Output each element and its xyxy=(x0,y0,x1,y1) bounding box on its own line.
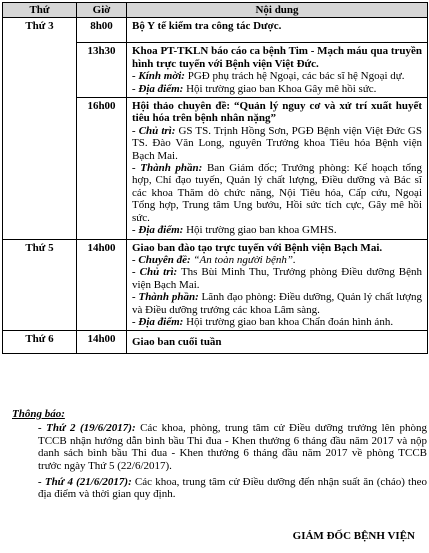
event-detail: - Chủ trì: GS TS. Trịnh Hồng Sơn, PGĐ Bệnh viện Việt Đức GS TS. Đào Văn Long, nguyên Trưởng khoa Tiêu hóa Bệnh viện Bạch Mai. xyxy=(132,124,422,162)
notice-heading: Thông báo: xyxy=(12,408,65,420)
time-cell: 8h00 xyxy=(77,18,127,43)
content-cell xyxy=(127,239,428,331)
event-detail: - Địa điểm: Hội trường giao ban khoa GMHS. xyxy=(132,224,337,237)
event-title: Bộ Y tế kiểm tra công tác Dược. xyxy=(132,20,282,33)
schedule-table xyxy=(2,2,428,354)
table-header-row xyxy=(3,3,428,18)
event-detail: - Kính mời: PGĐ phụ trách hệ Ngoại, các bác sĩ hệ Ngoại dự. xyxy=(132,70,405,83)
day-cell: Thứ 6 xyxy=(3,331,77,354)
notice-item: - Thứ 2 (19/6/2017): Các khoa, phòng, trung tâm cử Điều dưỡng trưởng lên phòng TCCB nhận hướng dẫn bình bầu Thi đua - Khen thưởng 6 tháng đầu năm 2017 và nộp danh sách bình bầu Thi đua - Khen thưởng 6 tháng đầu năm 2017 về phòng TCCB trước ngày Thứ 5 (22/6/2017). xyxy=(38,422,427,472)
notice-section xyxy=(2,408,427,505)
content-cell xyxy=(127,43,428,98)
time-cell: 14h00 xyxy=(77,331,127,354)
event-detail: - Chuyên đề: “An toàn người bệnh”. xyxy=(132,253,296,266)
event-detail: - Địa điểm: Hội trường giao ban khoa Chẩn đoán hình ảnh. xyxy=(132,315,394,328)
content-cell xyxy=(127,18,428,43)
table-row xyxy=(3,239,428,331)
event-detail: - Thành phần: Ban Giám đốc; Trưởng phòng: Kế hoạch tổng hợp, Chỉ đạo tuyến, Quản lý chất lượng, Điều dưỡng và Bác sĩ các khoa Thăm dò chức năng, Nội Tiêu hóa, Cấp cứu, Ngoại Tổng hợp, Trung tâm Ung bướu, Hồi sức tích cực, Gây mê hồi sức. xyxy=(132,162,423,224)
time-cell: 16h00 xyxy=(77,98,127,239)
event-detail: - Thành phần: Lãnh đạo phòng: Điều dưỡng, Quản lý chất lượng và Điều dưỡng trưởng các khoa Lâm sàng. xyxy=(132,291,422,316)
time-cell: 13h30 xyxy=(77,43,127,98)
notice-item: - Thứ 4 (21/6/2017): Các khoa, trung tâm cử Điều dưỡng đến nhận suất ăn (cháo) theo địa điểm và thời gian quy định. xyxy=(38,476,427,501)
event-title: Khoa PT-TKLN báo cáo ca bệnh Tim - Mạch máu qua truyền hình trực tuyến với Bệnh viện Việt Đức. xyxy=(132,45,422,70)
day-cell: Thứ 3 xyxy=(3,18,77,239)
content-cell xyxy=(127,331,428,354)
table-row xyxy=(3,331,428,354)
signature: GIÁM ĐỐC BỆNH VIỆN xyxy=(292,530,415,542)
content-cell xyxy=(127,98,428,239)
header-content: Nội dung xyxy=(127,3,428,18)
event-title: Giao ban cuối tuần xyxy=(132,336,222,349)
header-day: Thứ xyxy=(3,3,77,18)
event-title: Hội thảo chuyên đề: “Quản lý nguy cơ và xử trí xuất huyết tiêu hóa trên bệnh nhân nặng” xyxy=(132,100,422,125)
event-title: Giao ban đào tạo trực tuyến với Bệnh viện Bạch Mai. xyxy=(132,241,383,254)
day-cell: Thứ 5 xyxy=(3,239,77,331)
event-detail: - Chủ trì: Ths Bùi Minh Thu, Trưởng phòng Điều dưỡng Bệnh viện Bạch Mai. xyxy=(132,266,423,291)
time-cell: 14h00 xyxy=(77,239,127,331)
header-time: Giờ xyxy=(77,3,127,18)
table-row xyxy=(3,18,428,43)
event-detail: - Địa điểm: Hội trường giao ban Khoa Gây mê hồi sức. xyxy=(132,82,377,95)
